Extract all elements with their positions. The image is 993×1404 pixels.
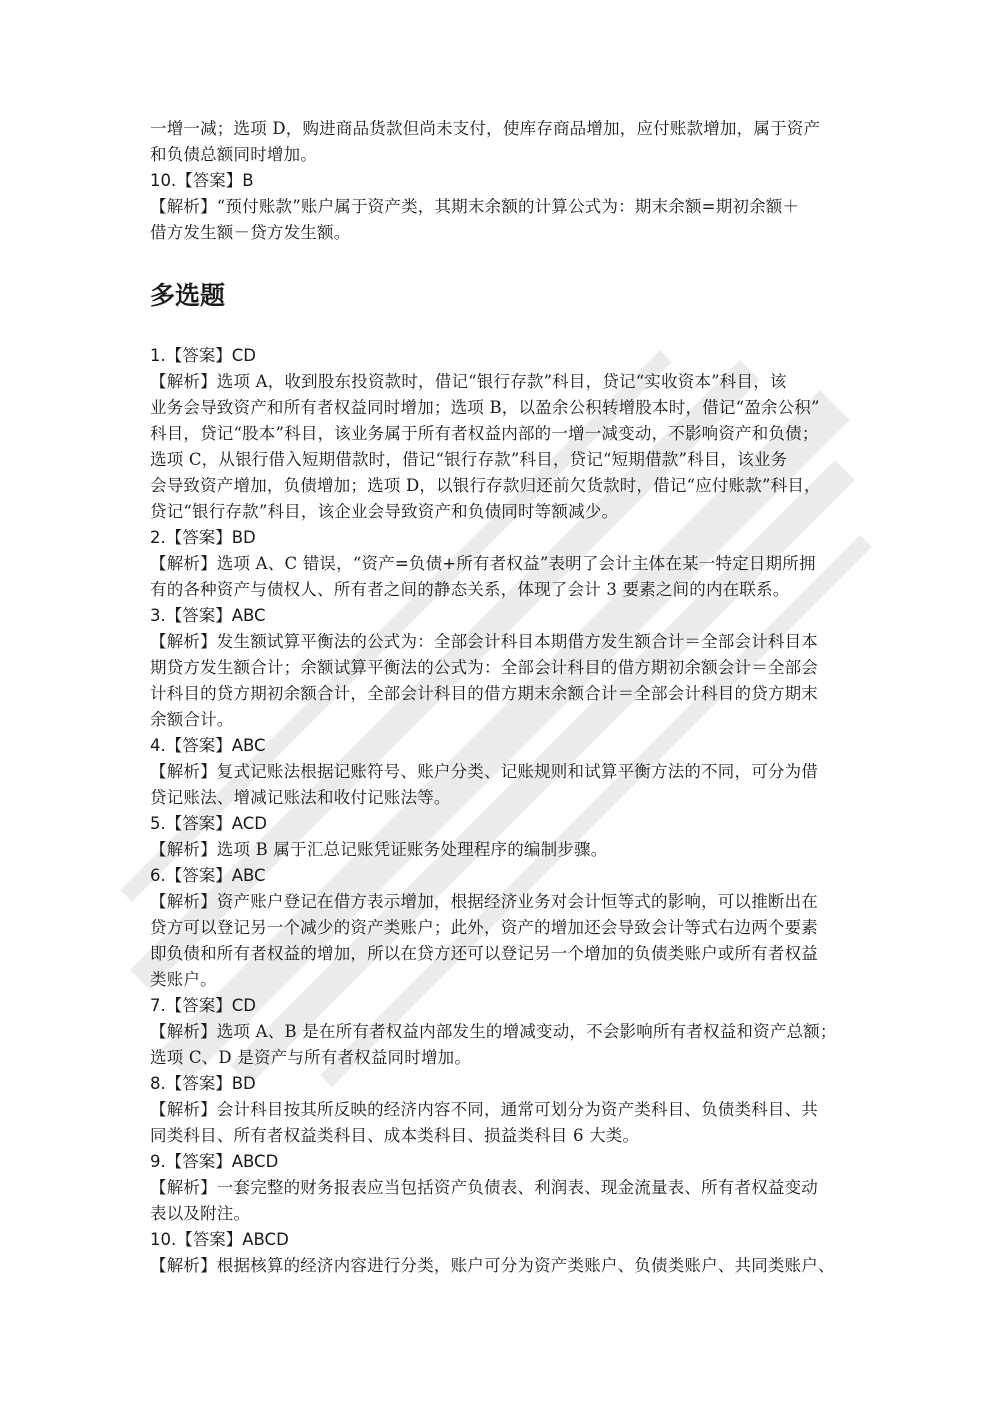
section-title: 多选题 (150, 281, 226, 310)
analysis-line: 【解析】选项 A，收到股东投资款时，借记“银行存款”科目，贷记“实收资本”科目，该 (150, 372, 787, 391)
analysis-line: 计科目的贷方期初余额合计，全部会计科目的借方期末余额合计＝全部会计科目的贷方期末 (150, 684, 818, 703)
answer-item (150, 1071, 844, 1149)
answer-line: 10.【答案】B (150, 171, 254, 190)
analysis-line: 科目，贷记“股本”科目，该业务属于所有者权益内部的一增一减变动，不影响资产和负债； (150, 424, 819, 443)
text-line: 一增一减；选项 D，购进商品货款但尚未支付，使库存商品增加，应付账款增加，属于资产 (150, 119, 821, 138)
answer-item (150, 1149, 844, 1227)
answer-item (150, 993, 844, 1071)
answer-line: 8.【答案】BD (150, 1074, 256, 1093)
analysis-line: 期贷方发生额合计；余额试算平衡法的公式为：全部会计科目的借方期初余额会计＝全部会 (150, 658, 818, 677)
analysis-line: 贷记账法、增减记账法和收付记账法等。 (150, 788, 451, 807)
analysis-line: 【解析】一套完整的财务报表应当包括资产负债表、利润表、现金流量表、所有者权益变动 (150, 1178, 818, 1197)
analysis-line: 贷记“银行存款”科目，该企业会导致资产和负债同时等额减少。 (150, 502, 619, 521)
analysis-line: 【解析】选项 B 属于汇总记账凭证账务处理程序的编制步骤。 (150, 840, 608, 859)
analysis-line: 同类科目、所有者权益类科目、成本类科目、损益类科目 6 大类。 (150, 1126, 640, 1145)
analysis-line: 【解析】会计科目按其所反映的经济内容不同，通常可划分为资产类科目、负债类科目、共 (150, 1100, 818, 1119)
answer-line: 4.【答案】ABC (150, 736, 266, 755)
answer-line: 1.【答案】CD (150, 346, 256, 365)
analysis-line: 有的各种资产与债权人、所有者之间的静态关系，体现了会计 3 要素之间的内在联系。 (150, 580, 790, 599)
answer-item (150, 811, 844, 863)
analysis-line: 【解析】复式记账法根据记账符号、账户分类、记账规则和试算平衡方法的不同，可分为借 (150, 762, 818, 781)
answer-item (150, 863, 844, 993)
analysis-line: 选项 C，从银行借入短期借款时，借记“银行存款”科目，贷记“短期借款”科目，该业务 (150, 450, 788, 469)
analysis-line: 选项 C、D 是资产与所有者权益同时增加。 (150, 1048, 472, 1067)
analysis-line: 【解析】选项 A、B 是在所有者权益内部发生的增减变动，不会影响所有者权益和资产总额； (150, 1022, 837, 1041)
analysis-line: 余额合计。 (150, 710, 234, 729)
answer-item (150, 603, 844, 733)
answer-item (150, 733, 844, 811)
analysis-line: 表以及附注。 (150, 1204, 251, 1223)
analysis-line: 【解析】“预付账款”账户属于资产类，其期末余额的计算公式为：期末余额=期初余额＋ (150, 197, 800, 216)
answer-line: 6.【答案】ABC (150, 866, 266, 885)
answer-line: 5.【答案】ACD (150, 814, 267, 833)
answer-line: 9.【答案】ABCD (150, 1152, 279, 1171)
answer-line: 3.【答案】ABC (150, 606, 266, 625)
top-continuation (150, 116, 844, 246)
analysis-line: 【解析】根据核算的经济内容进行分类，账户可分为资产类账户、负债类账户、共同类账户、 (150, 1256, 835, 1275)
analysis-line: 会导致资产增加，负债增加；选项 D，以银行存款归还前欠货款时，借记“应付账款”科目， (150, 476, 821, 495)
analysis-line: 类账户。 (150, 970, 217, 989)
analysis-line: 即负债和所有者权益的增加，所以在贷方还可以登记另一个增加的负债类账户或所有者权益 (150, 944, 818, 963)
answer-item (150, 525, 844, 603)
analysis-line: 借方发生额－贷方发生额。 (150, 223, 351, 242)
answer-item (150, 1227, 844, 1279)
analysis-line: 【解析】发生额试算平衡法的公式为：全部会计科目本期借方发生额合计＝全部会计科目本 (150, 632, 818, 651)
document-content (150, 116, 844, 1279)
answer-line: 10.【答案】ABCD (150, 1230, 289, 1249)
multiple-choice-answers (150, 343, 844, 1279)
answer-line: 2.【答案】BD (150, 528, 256, 547)
analysis-line: 【解析】资产账户登记在借方表示增加，根据经济业务对会计恒等式的影响，可以推断出在 (150, 892, 818, 911)
answer-line: 7.【答案】CD (150, 996, 256, 1015)
analysis-line: 【解析】选项 A、C 错误，“资产=负债+所有者权益”表明了会计主体在某一特定日期所拥 (150, 554, 816, 573)
analysis-line: 贷方可以登记另一个减少的资产类账户；此外，资产的增加还会导致会计等式右边两个要素 (150, 918, 818, 937)
text-line: 和负债总额同时增加。 (150, 145, 317, 164)
analysis-line: 业务会导致资产和所有者权益同时增加；选项 B，以盈余公积转增股本时，借记“盈余公积” (150, 398, 820, 417)
answer-item (150, 343, 844, 525)
